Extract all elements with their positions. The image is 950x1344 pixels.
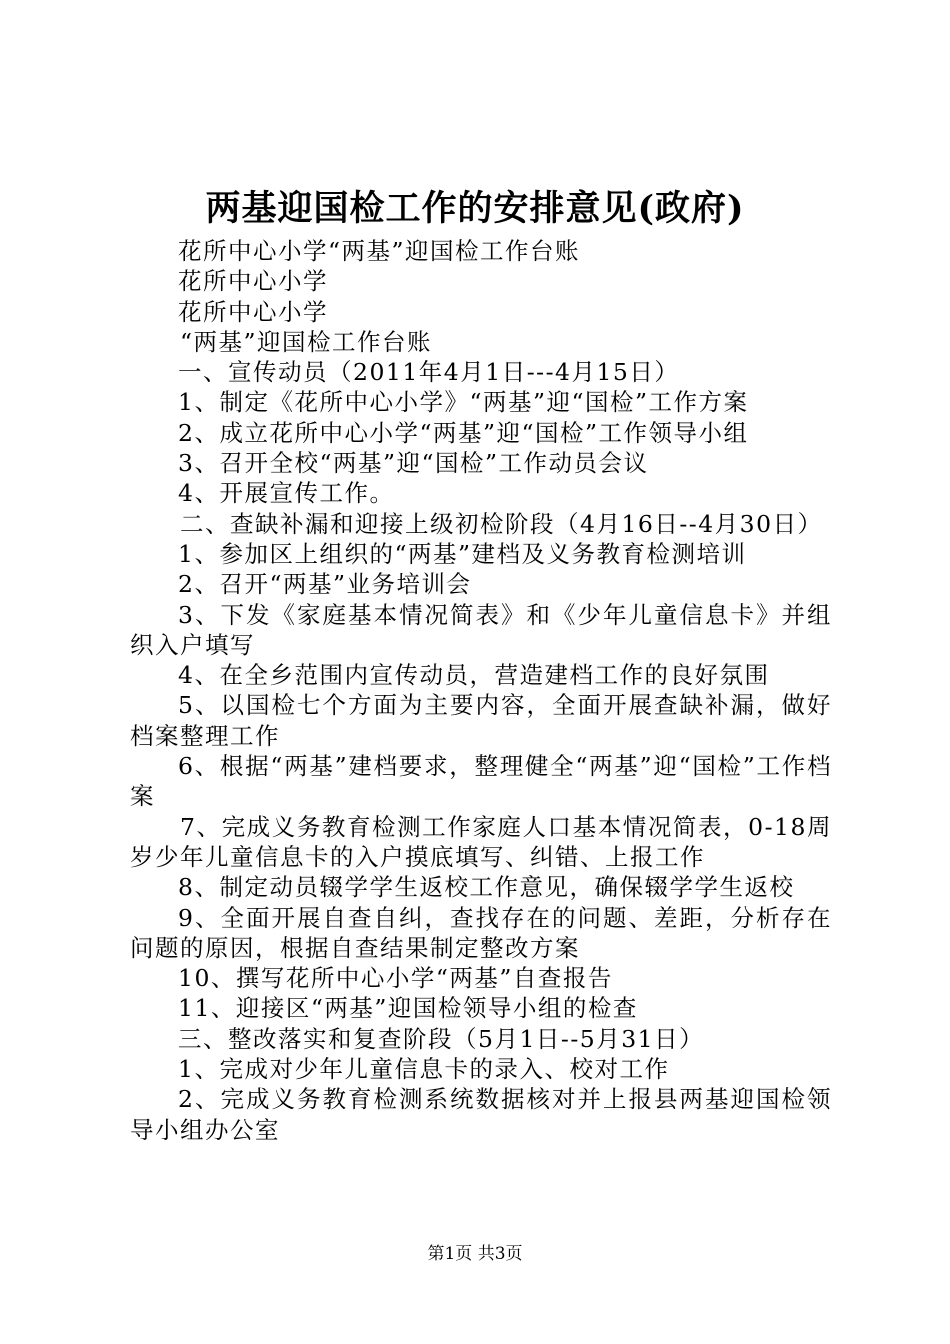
- paragraph-17: 7、完成义务教育检测工作家庭人口基本情况简表，0-18周岁少年儿童信息卡的入户摸底填写、纠错、上报工作: [130, 812, 832, 871]
- paragraph-21: 11、迎接区“两基”迎国检领导小组的检查: [178, 994, 638, 1023]
- paragraph-24: 2、完成义务教育检测系统数据核对并上报县两基迎国检领导小组办公室: [130, 1085, 832, 1144]
- paragraph-2: 花所中心小学: [178, 267, 328, 296]
- page-title: 两基迎国检工作的安排意见(政府): [205, 188, 745, 229]
- paragraph-19: 9、全面开展自查自纠，查找存在的问题、差距，分析存在问题的原因，根据自查结果制定整改方案: [130, 903, 832, 962]
- section-heading-3: 三、整改落实和复查阶段（5月1日--5月31日）: [178, 1024, 705, 1053]
- section-heading-1: 一、宣传动员（2011年4月1日---4月15日）: [178, 358, 680, 387]
- paragraph-6: 1、制定《花所中心小学》“两基”迎“国检”工作方案: [178, 388, 749, 417]
- paragraph-11: 1、参加区上组织的“两基”建档及义务教育检测培训: [178, 539, 747, 568]
- paragraph-9: 4、开展宣传工作。: [178, 479, 395, 508]
- section-heading-2: 二、查缺补漏和迎接上级初检阶段（4月16日--4月30日）: [180, 509, 823, 538]
- paragraph-4: “两基”迎国检工作台账: [180, 327, 433, 356]
- paragraph-8: 3、召开全校“两基”迎“国检”工作动员会议: [178, 449, 649, 478]
- paragraph-23: 1、完成对少年儿童信息卡的录入、校对工作: [178, 1055, 670, 1084]
- paragraph-15: 5、以国检七个方面为主要内容，全面开展查缺补漏，做好档案整理工作: [130, 691, 832, 750]
- paragraph-1: 花所中心小学“两基”迎国检工作台账: [178, 237, 581, 265]
- page-number-footer: 第1页 共3页: [427, 1244, 523, 1264]
- document-body: [130, 236, 832, 1145]
- paragraph-7: 2、成立花所中心小学“两基”迎“国检”工作领导小组: [178, 418, 749, 447]
- paragraph-18: 8、制定动员辍学学生返校工作意见，确保辍学学生返校: [178, 873, 795, 902]
- paragraph-20: 10、撰写花所中心小学“两基”自查报告: [178, 964, 613, 993]
- paragraph-16: 6、根据“两基”建档要求，整理健全“两基”迎“国检”工作档案: [130, 752, 832, 811]
- paragraph-12: 2、召开“两基”业务培训会: [178, 570, 472, 599]
- paragraph-3: 花所中心小学: [178, 297, 328, 326]
- paragraph-13: 3、下发《家庭基本情况简表》和《少年儿童信息卡》并组织入户填写: [130, 600, 832, 659]
- paragraph-14: 4、在全乡范围内宣传动员，营造建档工作的良好氛围: [178, 661, 770, 690]
